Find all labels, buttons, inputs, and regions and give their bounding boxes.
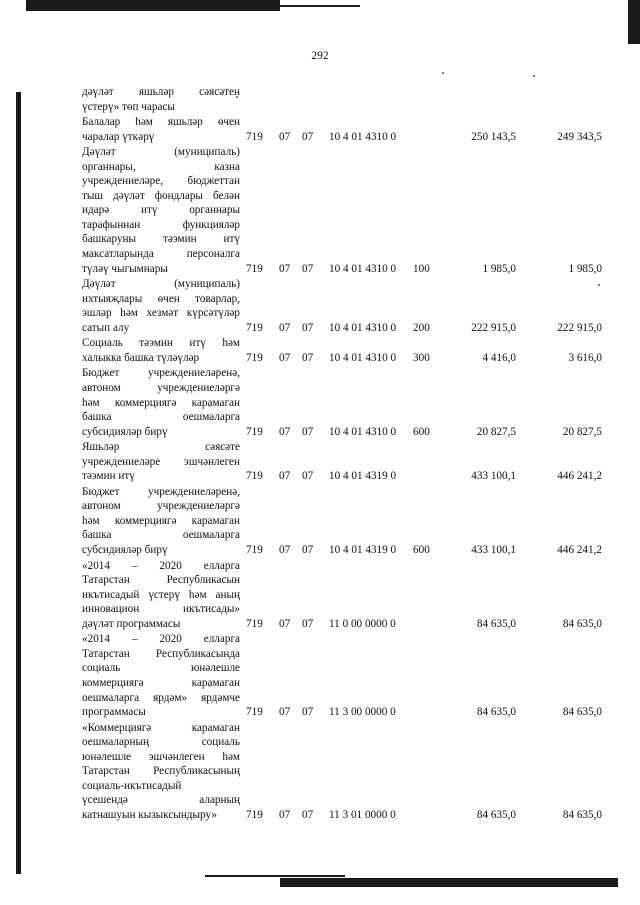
department-code: 719 xyxy=(246,351,263,364)
department-code: 719 xyxy=(246,617,263,630)
row-description-line: автоном учреждениеләргә xyxy=(82,381,240,394)
amount-year-1: 222 915,0 xyxy=(471,321,516,334)
row-description-line: Яшьләр сәясәте xyxy=(82,441,240,454)
amount-year-1: 20 827,5 xyxy=(476,425,516,438)
subsection-code: 07 xyxy=(302,262,314,275)
row-description-line: тыш дәүләт фондлары белән xyxy=(82,189,240,202)
subsection-code: 07 xyxy=(302,425,314,438)
amount-year-2: 84 635,0 xyxy=(562,706,602,719)
row-description-line: Татарстан Республикасын xyxy=(82,574,240,587)
section-code: 07 xyxy=(279,351,291,364)
scan-edge-left xyxy=(16,92,21,874)
target-article-code: 10 4 01 4310 0 xyxy=(329,321,397,334)
amount-year-1: 433 100,1 xyxy=(471,470,516,483)
row-description-line: Балалар һәм яшьләр өчен xyxy=(82,116,240,129)
row-description-line: Татарстан Республикасының xyxy=(82,765,240,778)
row-description-line: ихтыяҗлары өчен товарлар, xyxy=(82,292,240,305)
row-description-line: «2014 – 2020 елларга xyxy=(82,559,240,572)
amount-year-2: 222 915,0 xyxy=(557,321,602,334)
row-description-line: субсидияләр бирү xyxy=(82,425,168,438)
scan-edge-top xyxy=(26,0,280,11)
row-description-line: катнашуын кызыксындыру» xyxy=(82,808,217,821)
target-article-code: 10 4 01 4319 0 xyxy=(329,544,397,557)
department-code: 719 xyxy=(246,130,263,143)
subsection-code: 07 xyxy=(302,706,314,719)
department-code: 719 xyxy=(246,808,263,821)
amount-year-2: 249 343,5 xyxy=(557,130,602,143)
row-description-line: тәэмин итү xyxy=(82,470,135,483)
row-description-line: эшләр һәм хезмәт күрсәтүләр xyxy=(82,307,240,320)
department-code: 719 xyxy=(246,425,263,438)
row-description-line: үстерү» төп чарасы xyxy=(82,100,175,113)
row-description-line: Дәүләт (муниципаль) xyxy=(82,146,240,159)
row-description-line: түләү чыгымнары xyxy=(82,262,168,275)
expense-type-code: 600 xyxy=(413,544,430,557)
amount-year-2: 446 241,2 xyxy=(557,470,602,483)
scan-speck xyxy=(533,75,535,77)
row-description-line: Социаль тәэмин итү һәм xyxy=(82,337,240,350)
target-article-code: 10 4 01 4310 0 xyxy=(329,130,397,143)
row-description-line: икътисадый үстерү һәм аның xyxy=(82,588,240,601)
row-description-line: Дәүләт (муниципаль) xyxy=(82,278,240,291)
target-article-code: 10 4 01 4319 0 xyxy=(329,470,397,483)
row-description-line: дәүләт программасы xyxy=(82,617,181,630)
row-description-line: һәм коммерциягә карамаган xyxy=(82,396,240,409)
row-description-line: юнәлешле эшчәнлеген һәм xyxy=(82,750,240,763)
amount-year-2: 84 635,0 xyxy=(562,808,602,821)
section-code: 07 xyxy=(279,470,291,483)
subsection-code: 07 xyxy=(302,351,314,364)
target-article-code: 10 4 01 4310 0 xyxy=(329,262,397,275)
row-description-line: һәм коммерциягә карамаган xyxy=(82,514,240,527)
row-description-line: халыкка башка түләүләр xyxy=(82,351,200,364)
amount-year-2: 20 827,5 xyxy=(562,425,602,438)
row-description-line: учреждениеләре, бюджеттан xyxy=(82,175,240,188)
department-code: 719 xyxy=(246,544,263,557)
subsection-code: 07 xyxy=(302,470,314,483)
row-description-line: «2014 – 2020 елларга xyxy=(82,633,240,646)
subsection-code: 07 xyxy=(302,321,314,334)
row-description-line: социаль юнәлешле xyxy=(82,662,240,675)
row-description-line: максатларында персоналга xyxy=(82,248,240,261)
row-description-line: Бюджет учреждениеләренә, xyxy=(82,485,240,498)
target-article-code: 10 4 01 4310 0 xyxy=(329,425,397,438)
row-description-line: субсидияләр бирү xyxy=(82,544,168,557)
scan-edge-top-thin xyxy=(280,5,360,7)
department-code: 719 xyxy=(246,706,263,719)
row-description-line: инновацион икътисады» xyxy=(82,603,240,616)
row-description-line: автоном учреждениеләргә xyxy=(82,500,240,513)
row-description-line: оешмаларның социаль xyxy=(82,736,240,749)
expense-type-code: 100 xyxy=(413,262,430,275)
section-code: 07 xyxy=(279,130,291,143)
row-description-line: оешмаларга ярдәм» ярдәмче xyxy=(82,691,240,704)
row-description-line: башка оешмаларга xyxy=(82,529,240,542)
page-number: 292 xyxy=(311,50,329,62)
row-description-line: органнары, казна xyxy=(82,160,240,173)
section-code: 07 xyxy=(279,617,291,630)
amount-year-1: 1 985,0 xyxy=(482,262,516,275)
amount-year-1: 84 635,0 xyxy=(476,808,516,821)
row-description-line: үсешендә аларның xyxy=(82,794,240,807)
amount-year-1: 433 100,1 xyxy=(471,544,516,557)
amount-year-1: 4 416,0 xyxy=(482,351,516,364)
amount-year-2: 3 616,0 xyxy=(568,351,602,364)
target-article-code: 10 4 01 4310 0 xyxy=(329,351,397,364)
subsection-code: 07 xyxy=(302,617,314,630)
row-description-line: учреждениеләре эшчәнлеген xyxy=(82,455,240,468)
target-article-code: 11 3 01 0000 0 xyxy=(329,808,396,821)
row-description-line: башкаруны тәэмин итү xyxy=(82,233,240,246)
row-description-line: социаль-икътисадый xyxy=(82,779,182,792)
expense-type-code: 300 xyxy=(413,351,430,364)
row-description-line: «Коммерциягә карамаган xyxy=(82,721,240,734)
scan-edge-bottom xyxy=(280,878,618,887)
row-description-line: тарафыннан функцияләр xyxy=(82,218,240,231)
section-code: 07 xyxy=(279,425,291,438)
section-code: 07 xyxy=(279,321,291,334)
section-code: 07 xyxy=(279,706,291,719)
row-description-line: сатып алу xyxy=(82,321,130,334)
amount-year-1: 84 635,0 xyxy=(476,617,516,630)
row-description-line: чаралар үткәрү xyxy=(82,130,155,143)
row-description-line: башка оешмаларга xyxy=(82,411,240,424)
scan-speck xyxy=(442,72,444,74)
amount-year-1: 84 635,0 xyxy=(476,706,516,719)
subsection-code: 07 xyxy=(302,808,314,821)
subsection-code: 07 xyxy=(302,544,314,557)
row-description-line: Татарстан Республикасында xyxy=(82,647,240,660)
section-code: 07 xyxy=(279,808,291,821)
row-description-line: коммерциягә карамаган xyxy=(82,676,240,689)
amount-year-2: 1 985,0 xyxy=(568,262,602,275)
target-article-code: 11 3 00 0000 0 xyxy=(329,706,396,719)
amount-year-2: 84 635,0 xyxy=(562,617,602,630)
department-code: 719 xyxy=(246,321,263,334)
row-description-line: программасы xyxy=(82,706,146,719)
scan-edge-bottom-thin xyxy=(205,875,345,877)
department-code: 719 xyxy=(246,470,263,483)
amount-year-1: 250 143,5 xyxy=(471,130,516,143)
section-code: 07 xyxy=(279,544,291,557)
expense-type-code: 600 xyxy=(413,425,430,438)
section-code: 07 xyxy=(279,262,291,275)
row-description-line: Бюджет учреждениеләренә, xyxy=(82,367,240,380)
scan-edge-right xyxy=(628,0,640,44)
target-article-code: 11 0 00 0000 0 xyxy=(329,617,396,630)
subsection-code: 07 xyxy=(302,130,314,143)
amount-year-2: 446 241,2 xyxy=(557,544,602,557)
row-description-line: идарә итү органнары xyxy=(82,204,240,217)
department-code: 719 xyxy=(246,262,263,275)
scan-speck xyxy=(598,284,600,286)
row-description-line: дәүләт яшьләр сәясәтен xyxy=(82,86,240,98)
expense-type-code: 200 xyxy=(413,321,430,334)
